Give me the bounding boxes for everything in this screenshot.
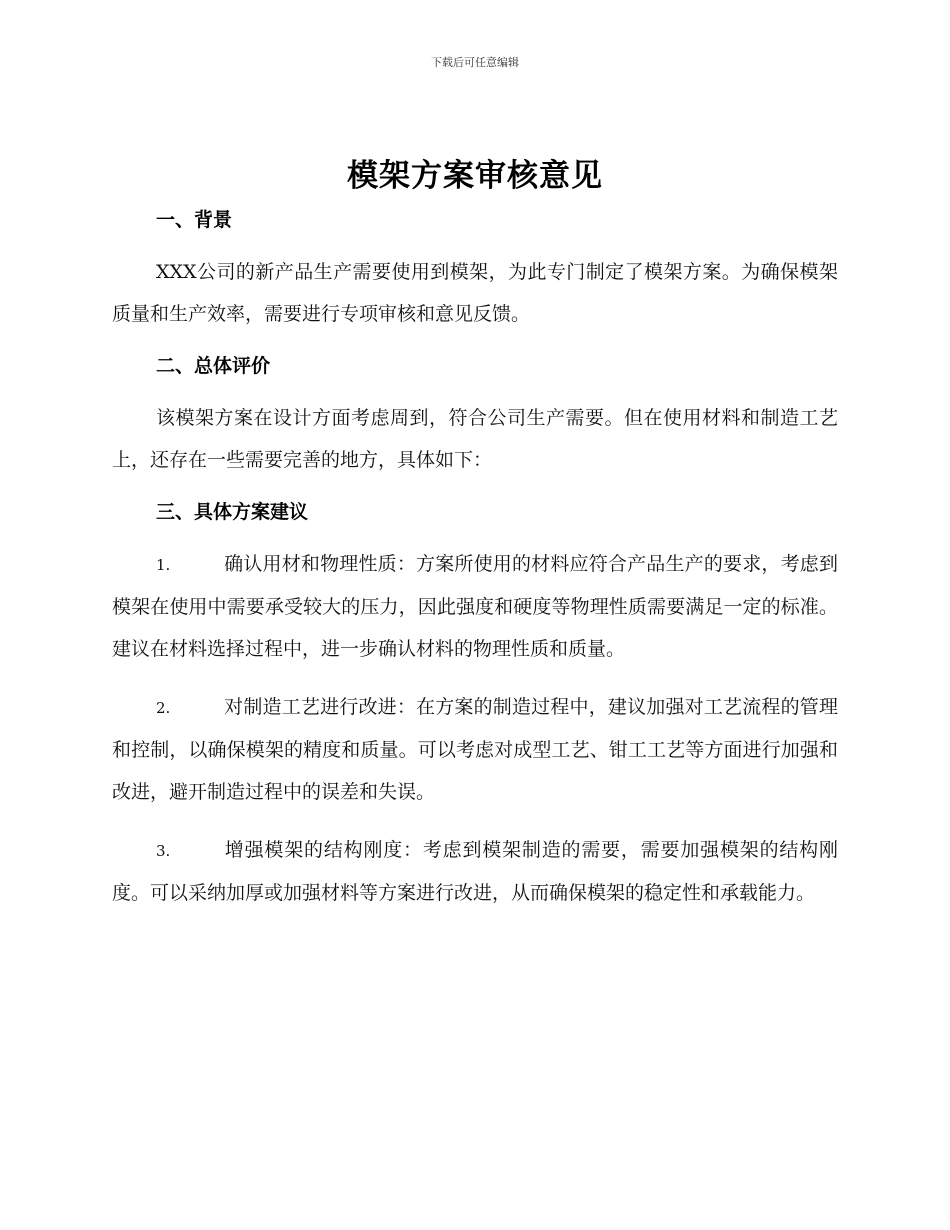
section-heading-overall-evaluation: 二、总体评价 bbox=[156, 355, 271, 377]
suggestion-text: 确认用材和物理性质：方案所使用的材料应符合产品生产的要求，考虑到模架在使用中需要承受较大的压力，因此强度和硬度等物理性质需要满足一定的标准。建议在材料选择过程中，进一步确认材料的物理性质和质量。 bbox=[112, 553, 838, 660]
suggestion-text: 增强模架的结构刚度：考虑到模架制造的需要，需要加强模架的结构刚度。可以采纳加厚或加强材料等方案进行改进，从而确保模架的稳定性和承载能力。 bbox=[112, 839, 838, 904]
document-body bbox=[112, 203, 838, 914]
section-heading-background: 一、背景 bbox=[156, 209, 233, 231]
section-paragraph-background: XXX公司的新产品生产需要使用到模架，为此专门制定了模架方案。为确保模架质量和生产效率，需要进行专项审核和意见反馈。 bbox=[112, 261, 838, 325]
suggestion-item bbox=[112, 829, 838, 914]
suggestion-number: 1. bbox=[156, 556, 171, 574]
section-heading-specific-suggestions: 三、具体方案建议 bbox=[156, 501, 309, 523]
suggestion-number: 2. bbox=[156, 699, 171, 717]
header-note: 下载后可任意编辑 bbox=[431, 56, 519, 69]
suggestion-text: 对制造工艺进行改进：在方案的制造过程中，建议加强对工艺流程的管理和控制，以确保模架的精度和质量。可以考虑对成型工艺、钳工工艺等方面进行加强和改进，避开制造过程中的误差和失误。 bbox=[112, 696, 838, 803]
suggestion-item bbox=[112, 543, 838, 670]
section-paragraph-overall-evaluation: 该模架方案在设计方面考虑周到，符合公司生产需要。但在使用材料和制造工艺上，还存在一些需要完善的地方，具体如下： bbox=[112, 407, 838, 471]
suggestion-number: 3. bbox=[156, 842, 171, 860]
suggestion-item bbox=[112, 686, 838, 813]
document-title: 模架方案审核意见 bbox=[347, 158, 603, 194]
